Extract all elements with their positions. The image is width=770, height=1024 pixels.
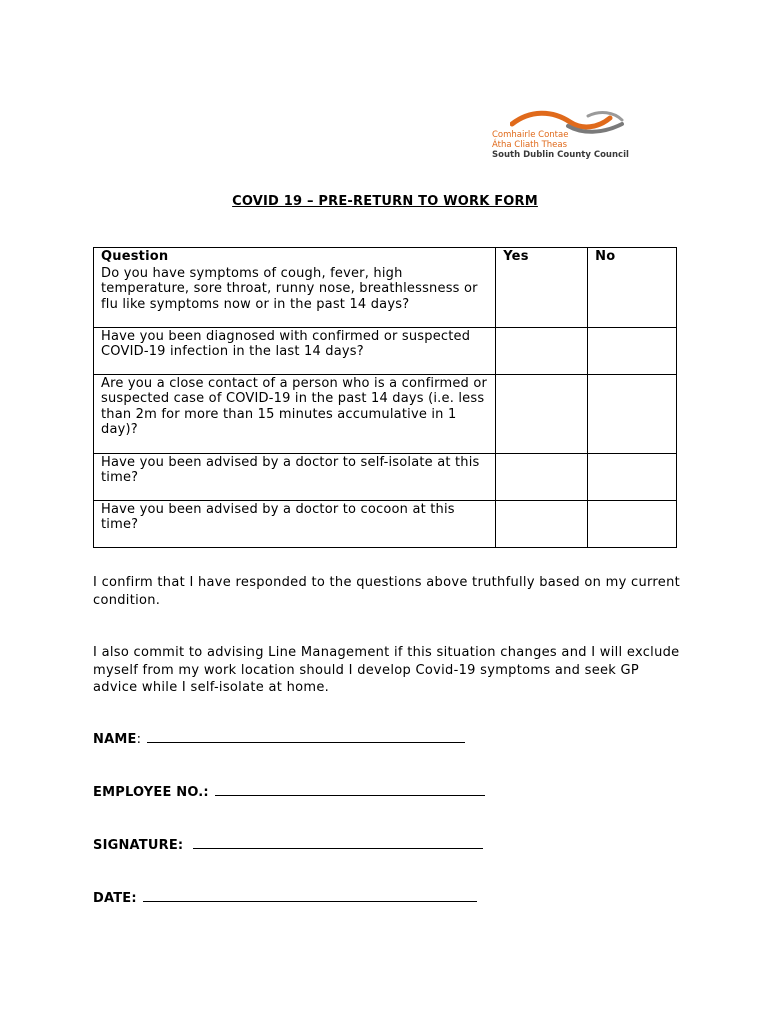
question-close-contact: Are you a close contact of a person who is a confirmed or suspected case of COVID-19 in the past 14 days (i.e. less than 2m for more than 15 minutes accumulative in 1 day)? bbox=[94, 374, 496, 453]
answer-no-cell[interactable] bbox=[588, 453, 677, 500]
answer-no-cell[interactable] bbox=[588, 327, 677, 374]
name-label: NAME bbox=[93, 732, 137, 747]
table-header-row bbox=[94, 248, 677, 265]
name-input-line[interactable] bbox=[147, 731, 465, 743]
question-diagnosed: Have you been diagnosed with confirmed or suspected COVID-19 infection in the last 14 days? bbox=[94, 327, 496, 374]
table-row bbox=[94, 327, 677, 374]
date-label: DATE: bbox=[93, 891, 137, 906]
question-self-isolate: Have you been advised by a doctor to self-isolate at this time? bbox=[94, 453, 496, 500]
answer-yes-cell[interactable] bbox=[496, 327, 588, 374]
signature-label: SIGNATURE: bbox=[93, 838, 184, 853]
answer-yes-cell[interactable] bbox=[496, 453, 588, 500]
question-symptoms: Do you have symptoms of cough, fever, high temperature, sore throat, runny nose, breathlessness or flu like symptoms now or in the past 14 days? bbox=[94, 265, 496, 328]
answer-yes-cell[interactable] bbox=[496, 500, 588, 547]
answer-no-cell[interactable] bbox=[588, 265, 677, 328]
header-question: Question bbox=[94, 248, 496, 265]
confirm-paragraph: I confirm that I have responded to the questions above truthfully based on my current condition. bbox=[93, 575, 681, 608]
employee-no-input-line[interactable] bbox=[215, 784, 485, 796]
table-row bbox=[94, 265, 677, 328]
employee-no-label: EMPLOYEE NO.: bbox=[93, 785, 209, 800]
table-row bbox=[94, 500, 677, 547]
form-title: COVID 19 – PRE-RETURN TO WORK FORM bbox=[232, 194, 538, 209]
logo-text-irish-1: Comhairle Contae bbox=[492, 130, 569, 140]
commit-paragraph: I also commit to advising Line Management if this situation changes and I will exclude myself from my work location should I develop Covid-19 symptoms and seek GP advice while I self-isolate at home. bbox=[93, 645, 680, 695]
employee-no-field bbox=[93, 784, 485, 800]
answer-yes-cell[interactable] bbox=[496, 374, 588, 453]
answer-no-cell[interactable] bbox=[588, 500, 677, 547]
questions-table bbox=[93, 247, 677, 548]
header-no: No bbox=[588, 248, 677, 265]
signature-input-line[interactable] bbox=[193, 837, 483, 849]
answer-no-cell[interactable] bbox=[588, 374, 677, 453]
signature-field bbox=[93, 837, 483, 853]
name-field bbox=[93, 731, 465, 747]
name-label-colon: : bbox=[136, 732, 142, 747]
date-field bbox=[93, 890, 477, 906]
table-row bbox=[94, 374, 677, 453]
table-row bbox=[94, 453, 677, 500]
date-input-line[interactable] bbox=[143, 890, 477, 902]
logo-text-irish-2: Átha Cliath Theas bbox=[492, 140, 568, 150]
answer-yes-cell[interactable] bbox=[496, 265, 588, 328]
question-cocoon: Have you been advised by a doctor to cocoon at this time? bbox=[94, 500, 496, 547]
logo-text-english: South Dublin County Council bbox=[492, 150, 629, 160]
header-yes: Yes bbox=[496, 248, 588, 265]
council-logo bbox=[490, 110, 640, 162]
